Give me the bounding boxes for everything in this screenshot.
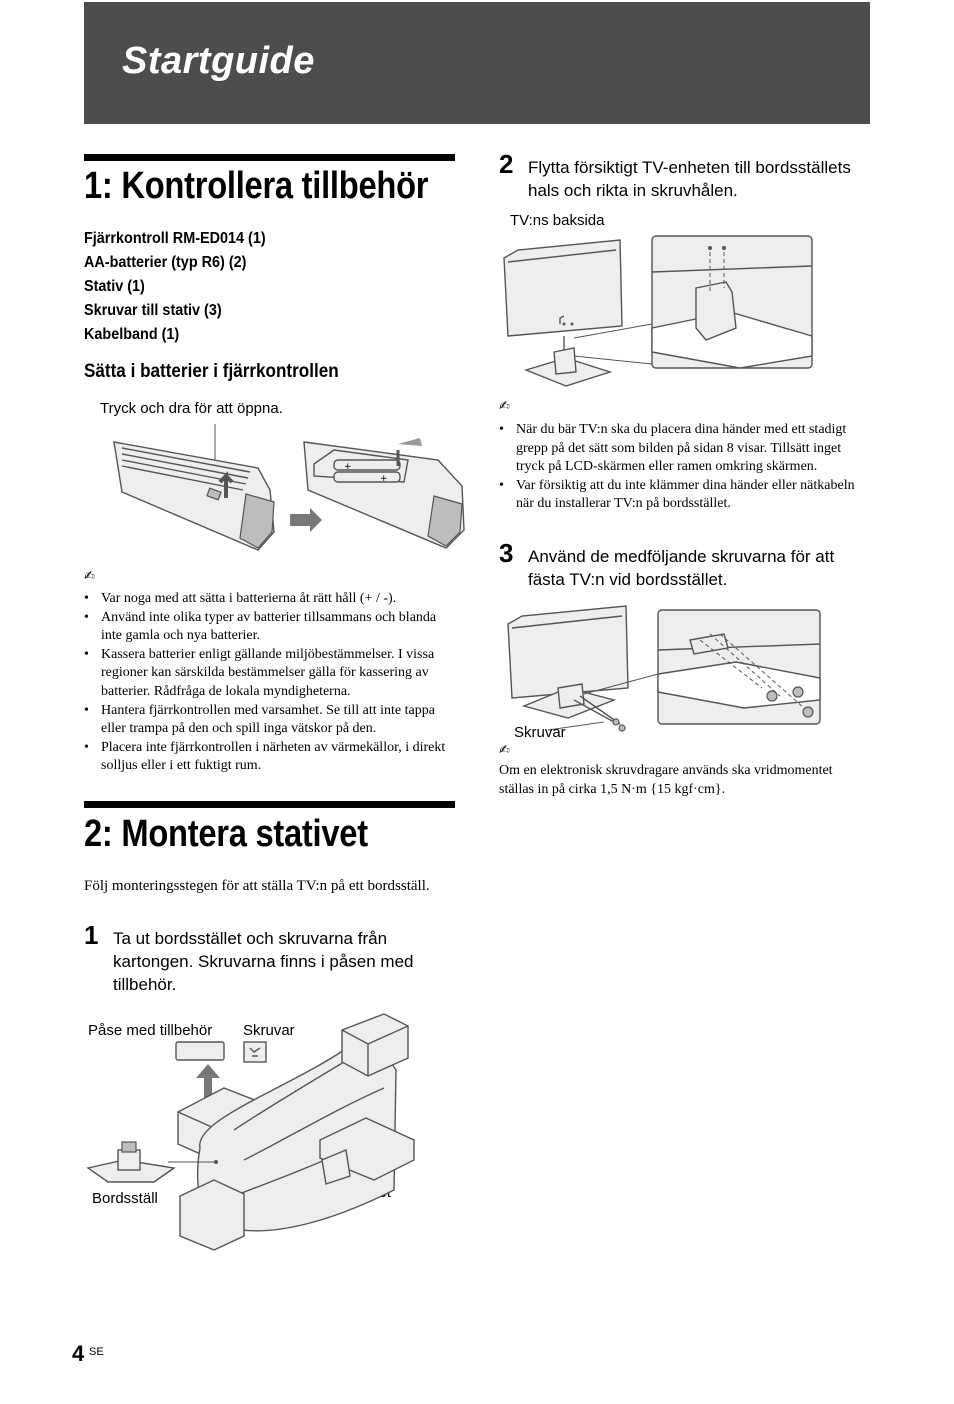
page-number: 4	[72, 1341, 85, 1366]
section-heading-1: 1: Kontrollera tillbehör	[84, 165, 429, 207]
accessory-item: Fjärrkontroll RM-ED014 (1)	[84, 230, 266, 247]
battery-notes-list	[84, 590, 456, 776]
note-item: • När du bär TV:n ska du placera dina händer med ett stadigt grepp på det sätt som bilden på sidan 8 visar. Tillsätt inget tryck på LCD-skärmen eller ramen omkring skärmen.	[499, 421, 871, 477]
step-number: 2	[499, 149, 514, 179]
svg-text:+: +	[380, 474, 388, 484]
label-stand: Bordsställ	[92, 1190, 158, 1207]
pencil-note-icon: ✍	[499, 743, 510, 758]
accessory-item: Stativ (1)	[84, 278, 145, 295]
step-number: 1	[84, 920, 99, 950]
svg-text:+: +	[344, 462, 352, 472]
note-item: • Använd inte olika typer av batterier tillsammans och blanda inte gamla och nya batterier.	[84, 609, 456, 646]
note-item: • Var noga med att sätta i batterierna åt rätt håll (+ / -).	[84, 590, 456, 609]
note-item: • Kassera batterier enligt gällande miljöbestämmelser. I vissa regioner kan särskilda bestämmelser gälla för kassering av batterier. Rådfråga de lokala myndigheterna.	[84, 646, 456, 702]
page-language-code: SE	[89, 1346, 104, 1358]
remote-battery-illustration	[108, 420, 478, 560]
accessory-item: Kabelband (1)	[84, 326, 180, 343]
step-number: 3	[499, 538, 514, 568]
page-title: Startguide	[122, 40, 315, 82]
unboxing-illustration	[84, 1010, 424, 1260]
accessory-item: AA-batterier (typ R6) (2)	[84, 254, 247, 271]
label-tv-back: TV:ns baksida	[510, 212, 605, 229]
note-item: • Placera inte fjärrkontrollen i närheten av värmekällor, i direkt solljus eller i ett fuktigt rum.	[84, 739, 456, 776]
note-item: • Hantera fjärrkontrollen med varsamhet. Se till att inte tappa eller trampa på den och spill inga vätskor på den.	[84, 702, 456, 739]
section-heading-2: 2: Montera stativet	[84, 813, 368, 855]
accessory-item: Skruvar till stativ (3)	[84, 302, 222, 319]
battery-caption: Tryck och dra för att öppna.	[100, 400, 283, 417]
step-3-text: Använd de medföljande skruvarna för att fästa TV:n vid bordsstället.	[528, 547, 835, 589]
note-item: • Var försiktig att du inte klämmer dina händer eller nätkabeln när du installerar TV:n på bordsstället.	[499, 477, 871, 514]
tv-alignment-illustration	[500, 232, 816, 394]
section-rule	[84, 801, 455, 808]
pencil-note-icon: ✍	[499, 399, 510, 414]
section-rule	[84, 154, 455, 161]
label-bag: Påse med tillbehör	[88, 1022, 213, 1039]
pencil-note-icon: ✍	[84, 569, 95, 584]
accessory-list	[84, 227, 266, 347]
step-2-text: Flytta försiktigt TV-enheten till bordsställets hals och rikta in skruvhålen.	[528, 158, 851, 200]
battery-subheading: Sätta i batterier i fjärrkontrollen	[84, 361, 339, 382]
label-screws-step3: Skruvar	[514, 724, 566, 741]
section2-intro: Följ monteringsstegen för att ställa TV:n på ett bordsställ.	[84, 878, 430, 894]
step-1-text: Ta ut bordsstället och skruvarna från kartongen. Skruvarna finns i påsen med tillbehör.	[113, 929, 414, 994]
step2-notes-list	[499, 421, 871, 514]
label-screws: Skruvar	[243, 1022, 295, 1039]
step3-note: Om en elektronisk skruvdragare används ska vridmomentet ställas in på cirka 1,5 N·m {15 kgf·cm}.	[499, 763, 833, 797]
screw-fastening-illustration	[504, 604, 824, 736]
